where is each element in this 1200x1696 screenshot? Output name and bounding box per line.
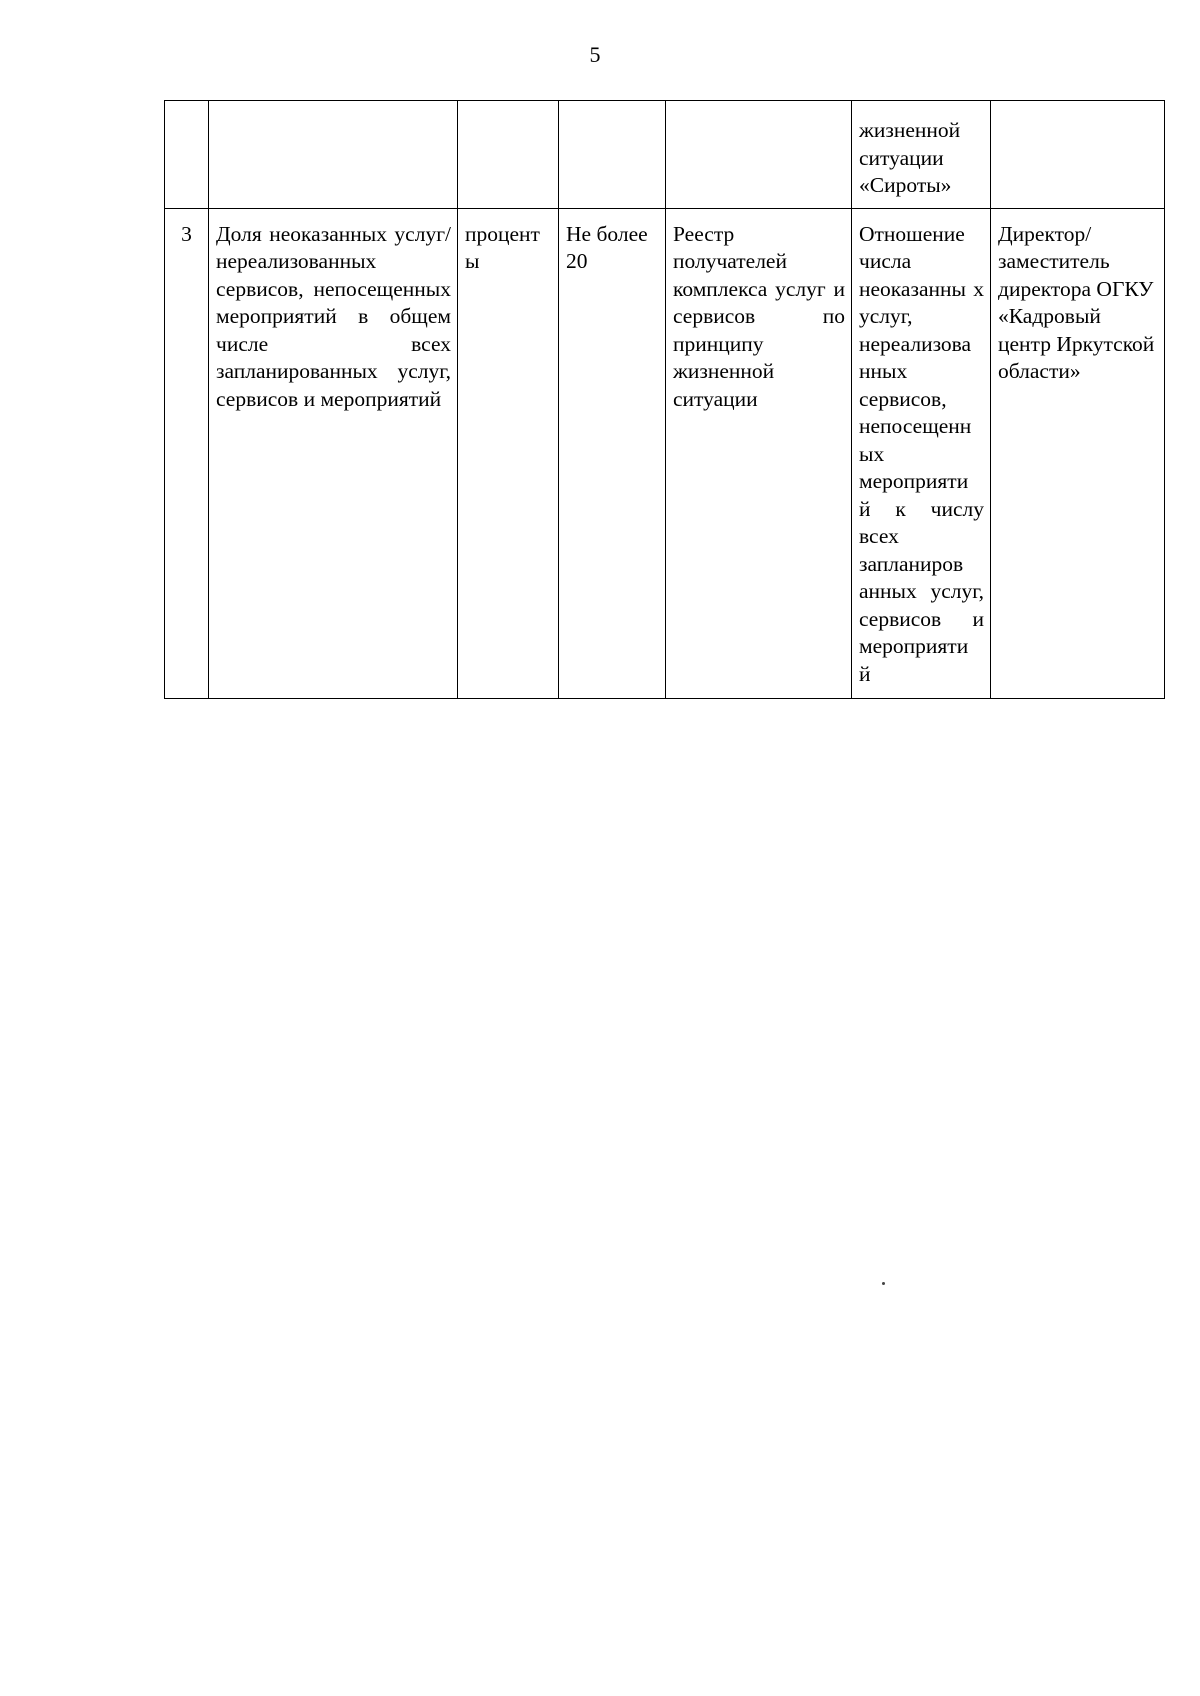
cell-source (666, 101, 852, 209)
cell-responsible: Директор/ заместитель директора ОГКУ «Кадровый центр Иркутской области» (991, 208, 1165, 699)
cell-responsible (991, 101, 1165, 209)
page-number: 5 (589, 42, 601, 67)
cell-method: Отношение числа неоказанны х услуг, нереализова нных сервисов, непосещенн ых мероприяти й к числу всех запланиров анных услуг, сервисов и мероприяти й (852, 208, 991, 699)
indicators-table (164, 100, 1165, 699)
cell-unit: процент ы (458, 208, 559, 699)
cell-unit (458, 101, 559, 209)
cell-target (559, 101, 666, 209)
cell-num (165, 101, 209, 209)
cell-indicator (209, 101, 458, 209)
cell-indicator: Доля неоказанных услуг/ нереализованных сервисов, непосещенных мероприятий в общем числе всех запланированных услуг, сервисов и мероприятий (209, 208, 458, 699)
cell-method: жизненной ситуации «Сироты» (852, 101, 991, 209)
cell-num: 3 (165, 208, 209, 699)
cell-source: Реестр получателей комплекса услуг и сервисов по принципу жизненной ситуации (666, 208, 852, 699)
cell-target: Не более 20 (559, 208, 666, 699)
table-row-3 (165, 208, 1165, 699)
scan-speck (882, 1282, 885, 1285)
table-row-continuation (165, 101, 1165, 209)
